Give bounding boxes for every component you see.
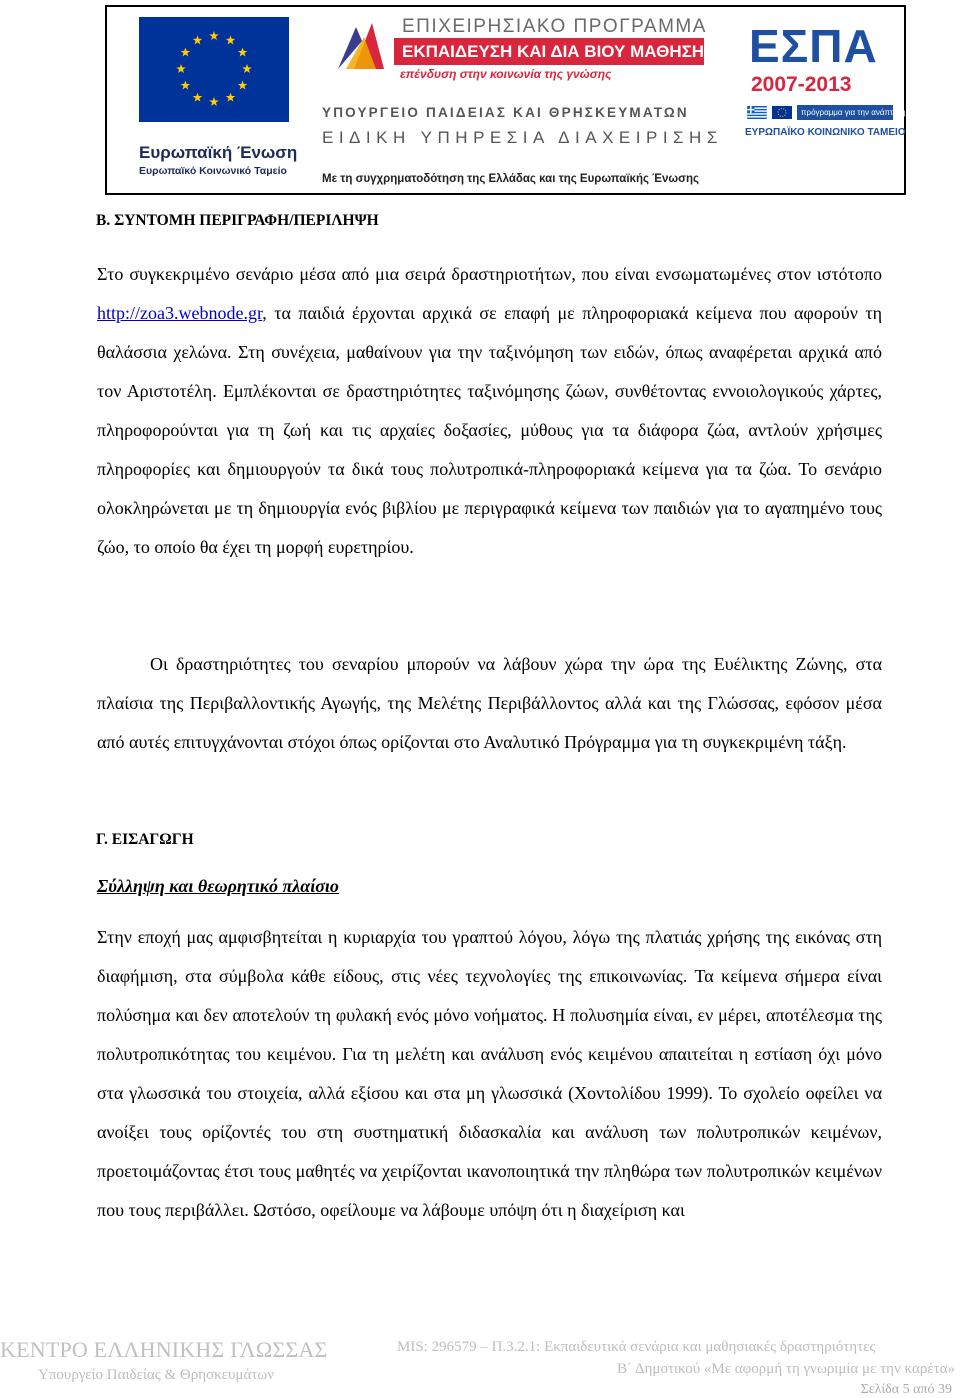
- eu-logo: [137, 15, 297, 175]
- service-label: ΕΙΔΙΚΗ ΥΠΗΡΕΣΙΑ ΔΙΑΧΕΙΡΙΣΗΣ: [322, 128, 723, 147]
- page-number: Σελίδα 5 από 39: [860, 1382, 952, 1397]
- cofund-label: Με τη συγχρηματοδότηση της Ελλάδας και της Ευρωπαϊκής Ένωσης: [322, 173, 699, 185]
- section-g-heading: Γ. ΕΙΣΑΓΩΓΗ: [96, 831, 194, 848]
- ministry-label: ΥΠΟΥΡΓΕΙΟ ΠΑΙΔΕΙΑΣ ΚΑΙ ΘΡΗΣΚΕΥΜΑΤΩΝ: [322, 105, 689, 120]
- espa-logo: [739, 19, 906, 159]
- introduction-paragraph: Στην εποχή μας αμφισβητείται η κυριαρχία του γραπτού λόγου, λόγω της πλατιάς χρήσης της εικόνας στη διαφήμιση, στα σύμβολα κάθε είδους, στις νέες τεχνολογίες της επικοινωνίας. Τα κείμενα σήμερα είναι πολύσημα και δεν αποτελούν τη φυλακή ενός μόνο νοήματος. Η πολυσημία είναι, εν μέρει, αποτέλεσμα της πολυτροπικότητας του κειμένου. Για τη μελέτη και ανάλυση ενός κειμένου απαιτείται η εστίαση όχι μόνο στα γλωσσικά του στοιχεία, αλλά εξίσου και στα μη γλωσσικά (Χοντολίδου 1999). Το σχολείο οφείλει να ανοίξει τους ορίζοντές του στη συστηματική διδασκαλία και ανάλυση των πολυτροπικών κειμένων, προετοιμάζοντας έτσι τους μαθητές να χειρίζονται ικανοποιητικά την πληθώρα των πολυτροπικών κειμένων που τους περιβάλλει. Ωστόσο, οφείλουμε να λάβουμε υπόψη ότι η διαχείριση και: [97, 927, 882, 1220]
- footer-ministry: Υπουργείο Παιδείας & Θρησκευμάτων: [38, 1367, 274, 1383]
- espa-program: πρόγραμμα για την ανάπτυξη: [797, 105, 893, 120]
- curriculum-paragraph: Οι δραστηριότητες του σεναρίου μπορούν να λάβουν χώρα την ώρα της Ευέλικτης Ζώνης, στα πλαίσια της Περιβαλλοντικής Αγωγής, της Μελέτης Περιβάλλοντος αλλά και της Γλώσσας, εφόσον μέσα από αυτές επιτυγχάνονται στόχοι όπως ορίζονται στο Αναλυτικό Πρόγραμμα για τη συγκεκριμένη τάξη.: [97, 654, 882, 752]
- section-b-heading: Β. ΣΥΝΤΟΜΗ ΠΕΡΙΓΡΑΦΗ/ΠΕΡΙΛΗΨΗ: [96, 212, 379, 229]
- footer-project-code: MIS: 296579 – Π.3.2.1: Εκπαιδευτικά σενάρια και μαθησιακές δραστηριότητες: [397, 1339, 876, 1355]
- eu-sublabel: Ευρωπαϊκό Κοινωνικό Ταμείο: [139, 165, 287, 177]
- website-link[interactable]: http://zoa3.webnode.gr: [97, 303, 263, 323]
- footer-center-name: ΚΕΝΤΡΟ ΕΛΛΗΝΙΚΗΣ ΓΛΩΣΣΑΣ: [0, 1337, 328, 1362]
- op-tagline: επένδυση στην κοινωνία της γνώσης: [400, 67, 612, 81]
- framework-subheading: Σύλληψη και θεωρητικό πλαίσιο: [97, 876, 339, 896]
- op-title: ΕΠΙΧΕΙΡΗΣΙΑΚΟ ΠΡΟΓΡΑΜΜΑ: [402, 16, 707, 37]
- espa-fund: ΕΥΡΩΠΑΪΚΟ ΚΟΙΝΩΝΙΚΟ ΤΑΜΕΙΟ: [745, 127, 906, 138]
- eu-mini-flag-icon: [772, 106, 792, 119]
- summary-text-start: Στο συγκεκριμένο σενάριο μέσα από μια σειρά δραστηριοτήτων, που είναι ενσωματωμένες στον ιστότοπο: [97, 264, 882, 284]
- op-subtitle: ΕΚΠΑΙΔΕΥΣΗ ΚΑΙ ΔΙΑ ΒΙΟΥ ΜΑΘΗΣΗ: [394, 38, 704, 65]
- greek-flag-icon: [747, 106, 767, 119]
- summary-paragraph: [97, 255, 882, 567]
- espa-years: 2007-2013: [751, 73, 852, 96]
- header-banner: [105, 5, 906, 195]
- eu-flag-icon: [139, 17, 289, 122]
- summary-text-end: , τα παιδιά έρχονται αρχικά σε επαφή με πληροφοριακά κείμενα που αφορούν τη θαλάσσια χελώνα. Στη συνέχεια, μαθαίνουν για την ταξινόμηση των ειδών, όπως αναφέρεται αρχικά από τον Αριστοτέλη. Εμπλέκονται σε δραστηριότητες ταξινόμησης ζώων, συνθέτοντας εννοιολογικούς χάρτες, πληροφορούνται για τη ζωή και τις αρχαίες δοξασίες, μύθους για τα διάφορα ζώα, αντλούν χρήσιμες πληροφορίες και δημιουργούν τα δικά τους πολυτροπικά-πληροφοριακά κείμενα για τα ζώα. Το σενάριο ολοκληρώνεται με τη δημιουργία ενός βιβλίου με περιγραφικά κείμενα των παιδιών για το αγαπημένο τους ζώο, το οποίο θα έχει τη μορφή ευρετηρίου.: [97, 303, 882, 557]
- op-emblem-icon: [332, 15, 390, 75]
- footer-scenario-title: Β΄ Δημοτικού «Με αφορμή τη γνωριμία με την καρέτα»: [616, 1361, 955, 1377]
- eu-label: Ευρωπαϊκή Ένωση: [139, 143, 298, 162]
- espa-title: ΕΣΠΑ: [749, 20, 878, 72]
- op-logo: [322, 13, 723, 193]
